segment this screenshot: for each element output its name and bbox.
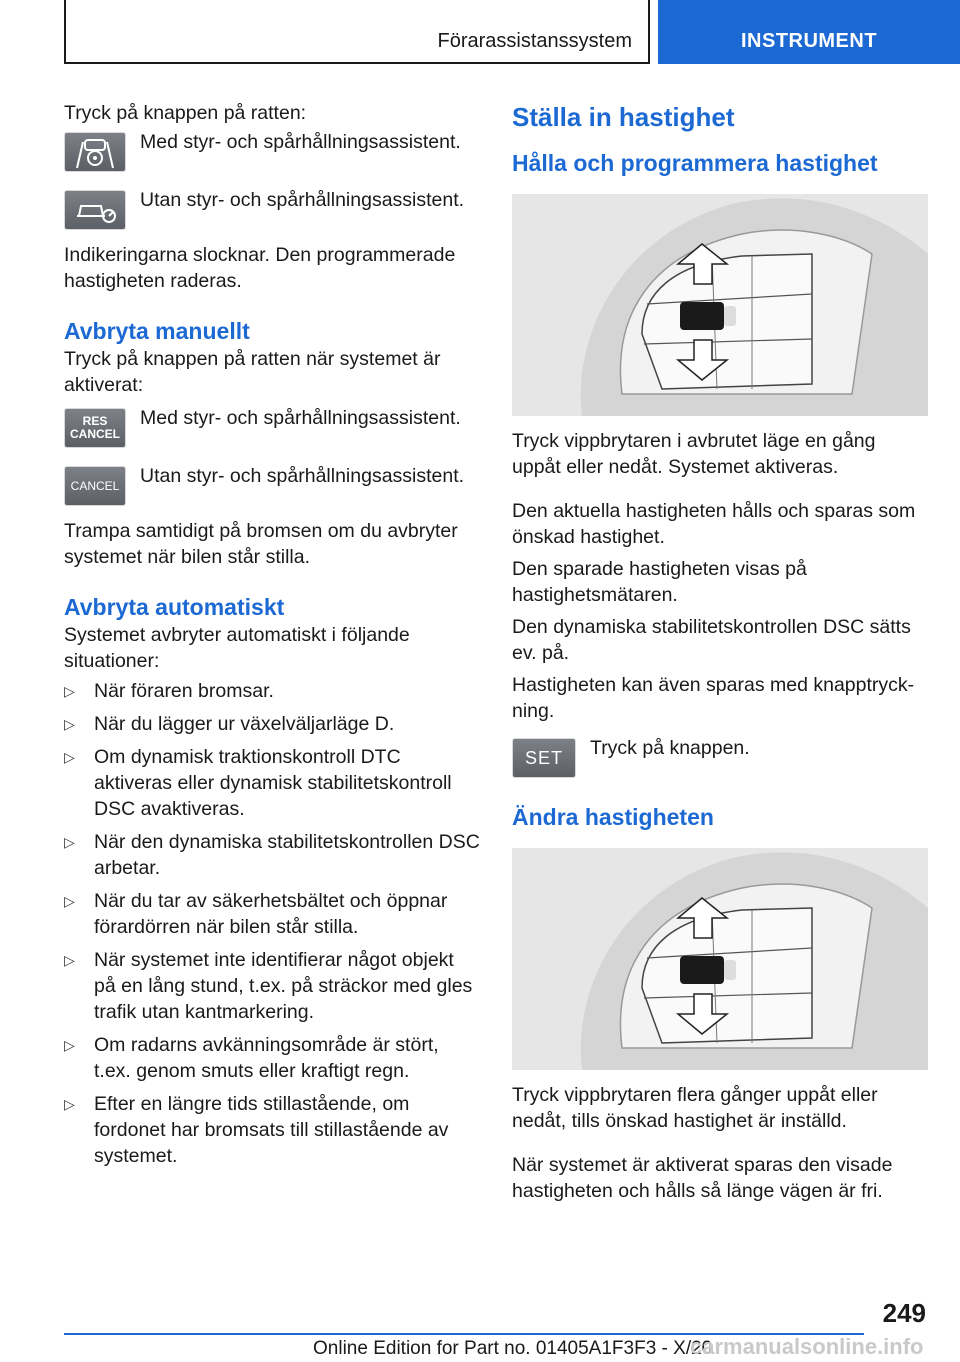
footer-edition-text: Online Edition for Part no. 01405A1F3F3 - X/20	[313, 1338, 713, 1359]
bullet-triangle-icon: ▷	[64, 893, 75, 909]
icon-row	[64, 190, 480, 230]
header-chapter-tab[interactable]: INSTRUMENT	[658, 0, 960, 64]
icon-row	[512, 738, 928, 778]
icon-row-label: Med styr- och spårhållningsassistent.	[140, 407, 461, 429]
icon-row-label: Med styr- och spårhållningsassistent.	[140, 131, 461, 153]
bullet-triangle-icon: ▷	[64, 834, 75, 850]
icon-row	[64, 466, 480, 506]
icon-row-label: Utan styr- och spårhållningsassistent.	[140, 465, 465, 487]
bullet-triangle-icon: ▷	[64, 1096, 75, 1112]
icon-text: CANCEL	[70, 427, 120, 441]
heading-halla-och-programmera: Hålla och programmera hastighet	[512, 150, 878, 176]
paragraph: Tryck på knappen på ratten när systemet är aktiverat:	[64, 348, 441, 396]
bullet-triangle-icon: ▷	[64, 683, 75, 699]
set-button-icon	[512, 738, 576, 778]
paragraph: Indikeringarna slocknar. Den programmerade hastigheten raderas.	[64, 244, 456, 292]
list-item-text: Efter en längre tids stillastående, om fordonet har bromsats till stillastående av systemet.	[94, 1093, 449, 1167]
paragraph: Tryck vippbrytaren i avbrutet läge en gång uppåt eller nedåt. Systemet aktiveras.	[512, 430, 876, 478]
steering-wheel-switch-image	[512, 194, 928, 416]
list-item-text: När systemet inte identifierar något objekt på en lång stund, t.ex. på sträckor med gles trafik utan kantmarkering.	[94, 949, 473, 1023]
header-frame	[64, 0, 650, 64]
list-item-text: När föraren bromsar.	[94, 680, 274, 702]
list-item	[64, 947, 480, 1025]
paragraph: När systemet är aktiverat sparas den visade hastigheten och hålls så länge vägen är fri.	[512, 1154, 893, 1202]
steering-lane-assist-icon	[64, 132, 126, 172]
list-item	[64, 1091, 480, 1169]
icon-text: CANCEL	[70, 478, 120, 493]
cancel-button-icon	[64, 466, 126, 506]
bullet-triangle-icon: ▷	[64, 749, 75, 765]
watermark-logo: carmanualsonline.info	[690, 1334, 924, 1359]
paragraph: Tryck vippbrytaren flera gånger uppåt eller nedåt, tills önskad hastighet är inställd.	[512, 1084, 878, 1132]
paragraph: Hastigheten kan även sparas med knapptryckning.	[512, 674, 915, 722]
res-cancel-button-icon	[64, 408, 126, 448]
intro-text: Tryck på knappen på ratten:	[64, 102, 307, 124]
left-column	[64, 100, 480, 1176]
icon-text: SET	[524, 747, 563, 768]
icon-row	[64, 408, 480, 448]
page-number: 249	[882, 1298, 926, 1328]
bullet-triangle-icon: ▷	[64, 716, 75, 732]
icon-row-label: Utan styr- och spårhållningsassistent.	[140, 189, 465, 211]
list-item-text: Om radarns avkänningsområde är stört, t.ex. genom smuts eller kraftigt regn.	[94, 1034, 439, 1082]
paragraph: Den aktuella hastigheten hålls och sparas som önskad hastighet.	[512, 500, 916, 548]
list-item-text: När du tar av säkerhetsbältet och öppnar förardörren när bilen står stilla.	[94, 890, 448, 938]
list-item	[64, 744, 480, 822]
bullet-triangle-icon: ▷	[64, 1037, 75, 1053]
paragraph: Den sparade hastigheten visas på hastighetsmätaren.	[512, 558, 807, 606]
list-item-text: När den dynamiska stabilitetskontrollen DSC arbetar.	[94, 831, 480, 879]
list-item-text: När du lägger ur växelväljarläge D.	[94, 713, 395, 735]
bullet-list	[64, 678, 480, 1169]
list-item	[64, 711, 480, 737]
heading-avbryta-automatiskt: Avbryta automatiskt	[64, 594, 285, 620]
paragraph: Den dynamiska stabilitetskontrollen DSC sätts ev. på.	[512, 616, 911, 664]
icon-row-label: Tryck på knappen.	[590, 737, 750, 759]
icon-row	[64, 132, 480, 172]
list-item	[64, 1032, 480, 1084]
paragraph: Trampa samtidigt på bromsen om du avbryter systemet när bilen står stilla.	[64, 520, 458, 568]
heading-stalla-in-hastighet: Ställa in hastighet	[512, 102, 735, 132]
list-item	[64, 678, 480, 704]
heading-andra-hastigheten: Ändra hastigheten	[512, 804, 714, 830]
list-item	[64, 888, 480, 940]
list-item-text: Om dynamisk traktionskontroll DTC aktiveras eller dynamisk stabilitetskontroll DSC avaktiveras.	[94, 746, 452, 820]
steering-wheel-switch-image	[512, 848, 928, 1070]
bullet-triangle-icon: ▷	[64, 952, 75, 968]
header-section-title: Förarassistanssystem	[437, 30, 632, 52]
list-item	[64, 829, 480, 881]
heading-avbryta-manuellt: Avbryta manuellt	[64, 318, 250, 344]
paragraph: Systemet avbryter automatiskt i följande situationer:	[64, 624, 410, 672]
right-column	[512, 100, 928, 1204]
icon-text: RES	[82, 414, 108, 428]
cruise-control-icon	[64, 190, 126, 230]
